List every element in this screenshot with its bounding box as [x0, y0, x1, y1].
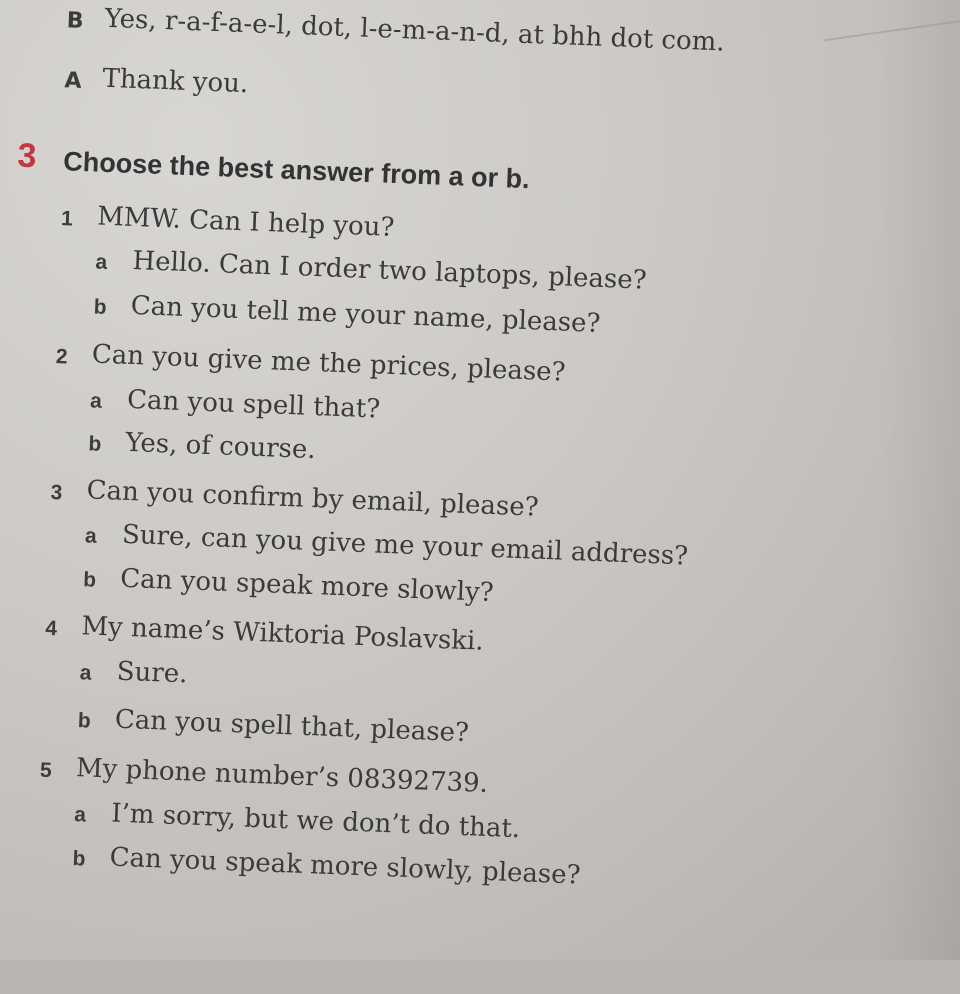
answer-option [0, 379, 886, 425]
answer-option [0, 514, 881, 572]
question-number: 4 [44, 616, 58, 641]
speaker-label: A [63, 68, 82, 94]
question-number: 5 [39, 758, 53, 783]
option-text: Hello. Can I order two laptops, please? [131, 245, 648, 296]
dialogue-line [2, 0, 901, 58]
question [0, 335, 888, 388]
dialogue-line [0, 60, 899, 100]
option-text: Can you spell that, please? [114, 704, 470, 749]
question-number: 1 [60, 207, 74, 231]
option-letter: b [82, 568, 97, 592]
option-letter: a [79, 661, 92, 685]
question-number: 3 [50, 480, 63, 505]
answer-option [0, 422, 885, 466]
answer-option [0, 793, 870, 845]
question-text: Can you give me the prices, please? [91, 339, 567, 388]
option-text: Sure, can you give me your email address? [121, 519, 689, 572]
option-letter: a [73, 803, 87, 827]
option-text: Can you speak more slowly? [119, 563, 495, 609]
question-text: MMW. Can I help you? [96, 201, 395, 243]
question-text: Can you confirm by email, please? [86, 475, 540, 523]
dialogue-text: Thank you. [101, 63, 249, 100]
option-letter: b [93, 295, 108, 319]
option-letter: b [88, 432, 102, 456]
question [0, 749, 872, 799]
exercise-title: Choose the best answer from a or b. [62, 146, 531, 195]
option-letter: a [95, 250, 108, 274]
exercise-number: 3 [16, 136, 38, 176]
question-number: 2 [55, 345, 68, 369]
option-text: Can you spell that? [126, 384, 381, 425]
option-letter: a [84, 524, 98, 548]
answer-option [0, 837, 869, 891]
option-text: Yes, of course. [125, 427, 317, 466]
speaker-label: B [66, 8, 84, 34]
option-letter: a [89, 389, 103, 413]
answer-option [0, 241, 892, 296]
answer-option [0, 651, 876, 690]
option-text: Can you tell me your name, please? [130, 290, 601, 339]
answer-option [0, 699, 874, 749]
option-text: Can you speak more slowly, please? [109, 842, 582, 891]
option-letter: b [77, 709, 92, 733]
option-text: Sure. [116, 656, 188, 690]
question-text: My phone number’s 08392739. [75, 753, 489, 799]
question [0, 607, 877, 657]
question-text: My name’s Wiktoria Poslavski. [80, 611, 485, 657]
answer-option [0, 558, 879, 609]
option-text: I’m sorry, but we don’t do that. [110, 798, 521, 845]
dialogue-text: Yes, r-a-f-a-e-l, dot, l-e-m-a-n-d, at bhh dot com. [104, 3, 726, 58]
option-letter: b [72, 847, 86, 871]
answer-option [0, 286, 890, 339]
question [0, 471, 883, 523]
